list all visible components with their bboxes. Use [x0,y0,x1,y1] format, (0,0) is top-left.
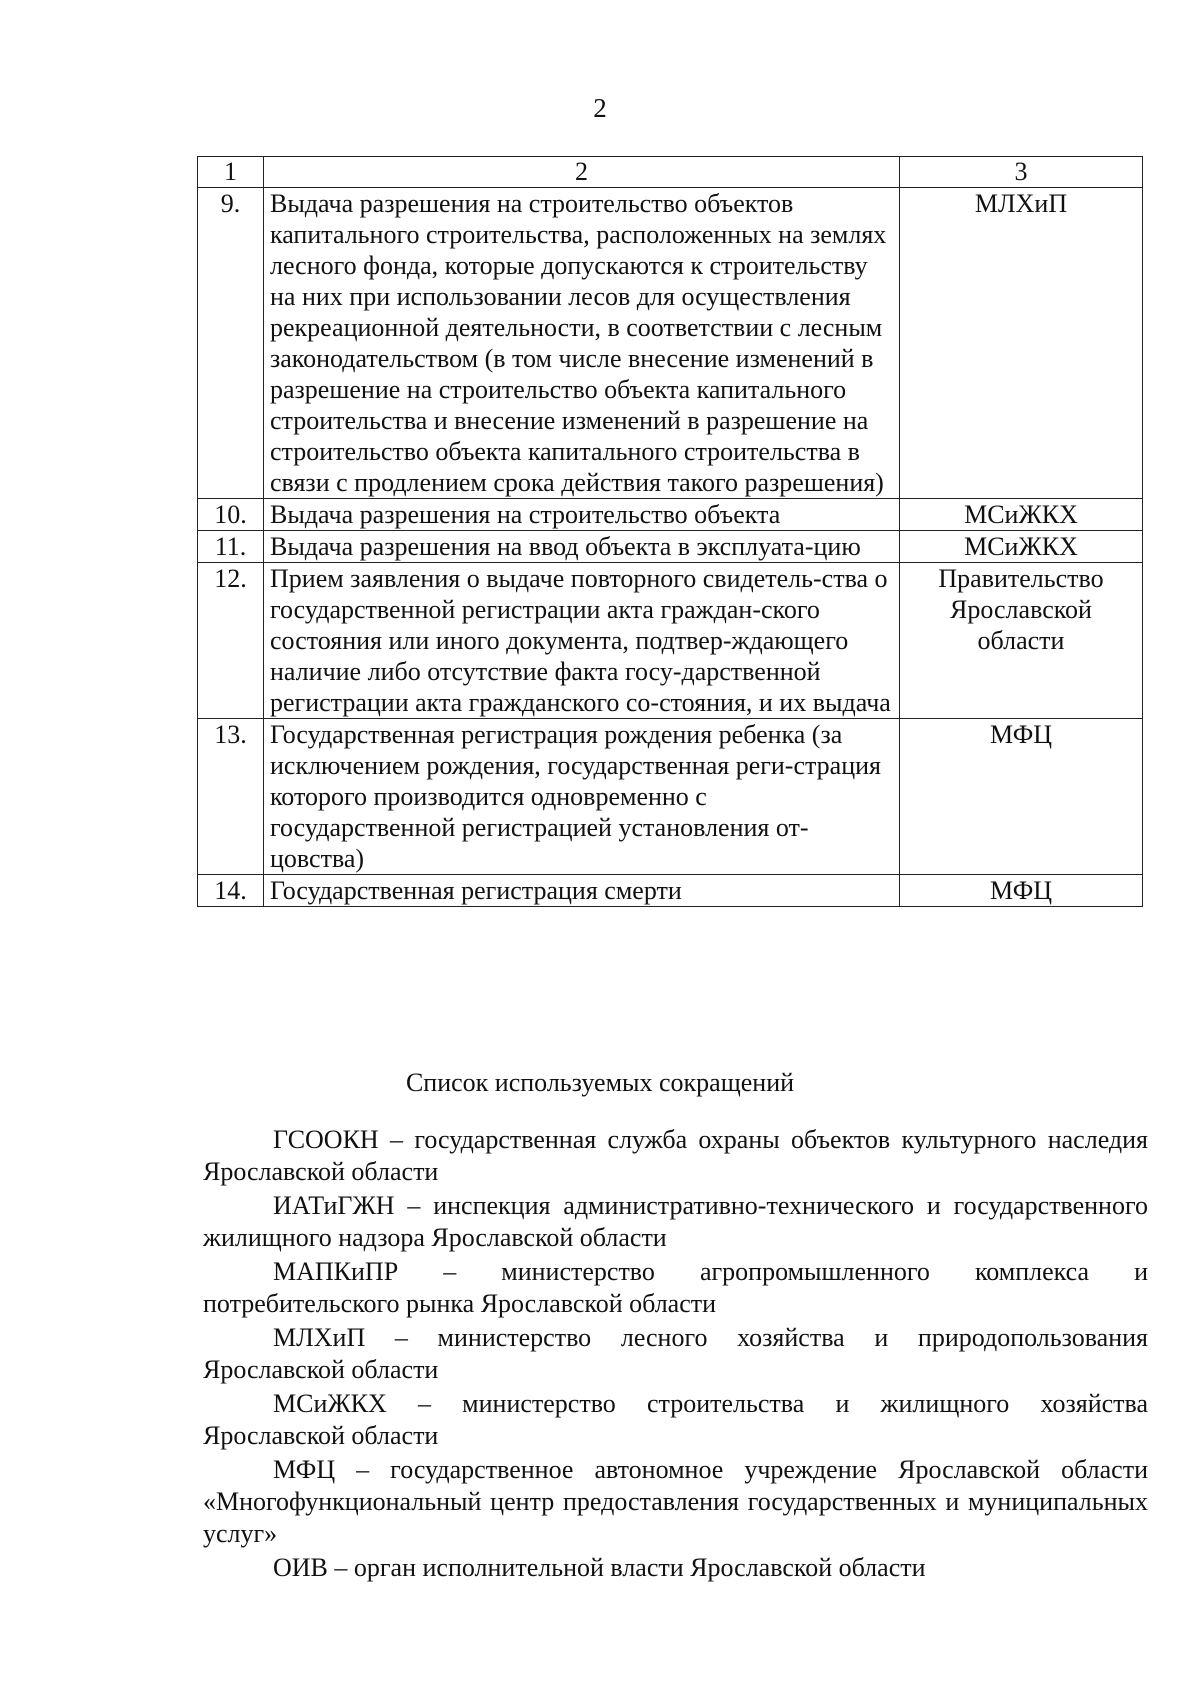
services-table [197,156,1143,907]
row-number: 10. [198,499,264,531]
table-row [198,563,1143,719]
table-header-row [198,157,1143,188]
table-row [198,875,1143,907]
table-row [198,188,1143,499]
row-number: 13. [198,719,264,875]
table-row [198,531,1143,563]
responsible-agency: МСиЖКХ [900,499,1143,531]
service-description: Прием заявления о выдаче повторного свидетель-ства о государственной регистрации акта граждан-ского состояния или иного документа, подтвер-ждающего наличие либо отсутствие факта госу-дарственной регистрации акта гражданского со-стояния, и их выдача [264,563,900,719]
header-cell-2: 2 [264,157,900,188]
abbreviation-item: МАПКиПР – министерство агропромышленного комплекса и потребительского рынка Ярославской области [203,1257,1148,1318]
service-description: Государственная регистрация рождения ребенка (за исключением рождения, государственная реги-страция которого производится одновременно с государственной регистрацией установления от-цовства) [264,719,900,875]
table-row [198,719,1143,875]
service-description: Выдача разрешения на ввод объекта в эксплуата-цию [264,531,900,563]
row-number: 9. [198,188,264,499]
header-cell-3: 3 [900,157,1143,188]
abbreviations-title: Список используемых сокращений [405,1068,795,1097]
abbreviation-item: ИАТиГЖН – инспекция административно-технического и государственного жилищного надзора Ярославской области [203,1191,1148,1252]
responsible-agency: МФЦ [900,875,1143,907]
row-number: 12. [198,563,264,719]
service-description: Выдача разрешения на строительство объекта [264,499,900,531]
table-row [198,499,1143,531]
responsible-agency: МЛХиП [900,188,1143,499]
abbreviation-item: МФЦ – государственное автономное учреждение Ярославской области «Многофункциональный центр предоставления государственных и муниципальных услуг» [203,1455,1148,1548]
page-number: 2 [593,93,607,123]
responsible-agency: Правительство Ярославской области [900,563,1143,719]
responsible-agency: МСиЖКХ [900,531,1143,563]
header-cell-1: 1 [198,157,264,188]
abbreviation-item: ГСООКН – государственная служба охраны объектов культурного наследия Ярославской области [203,1125,1148,1186]
abbreviation-item: МСиЖКХ – министерство строительства и жилищного хозяйства Ярославской области [203,1389,1148,1450]
row-number: 11. [198,531,264,563]
row-number: 14. [198,875,264,907]
responsible-agency: МФЦ [900,719,1143,875]
abbreviations-list [203,1124,1148,1586]
service-description: Выдача разрешения на строительство объектов капитального строительства, расположенных на землях лесного фонда, которые допускаются к строительству на них при использовании лесов для осуществления рекреационной деятельности, в соответствии с лесным законодательством (в том числе внесение изменений в разрешение на строительство объекта капитального строительства и внесение изменений в разрешение на строительство объекта капитального строительства в связи с продлением срока действия такого разрешения) [264,188,900,499]
abbreviation-item: МЛХиП – министерство лесного хозяйства и природопользования Ярославской области [203,1323,1148,1384]
service-description: Государственная регистрация смерти [264,875,900,907]
abbreviation-item: ОИВ – орган исполнительной власти Ярославской области [273,1553,926,1582]
